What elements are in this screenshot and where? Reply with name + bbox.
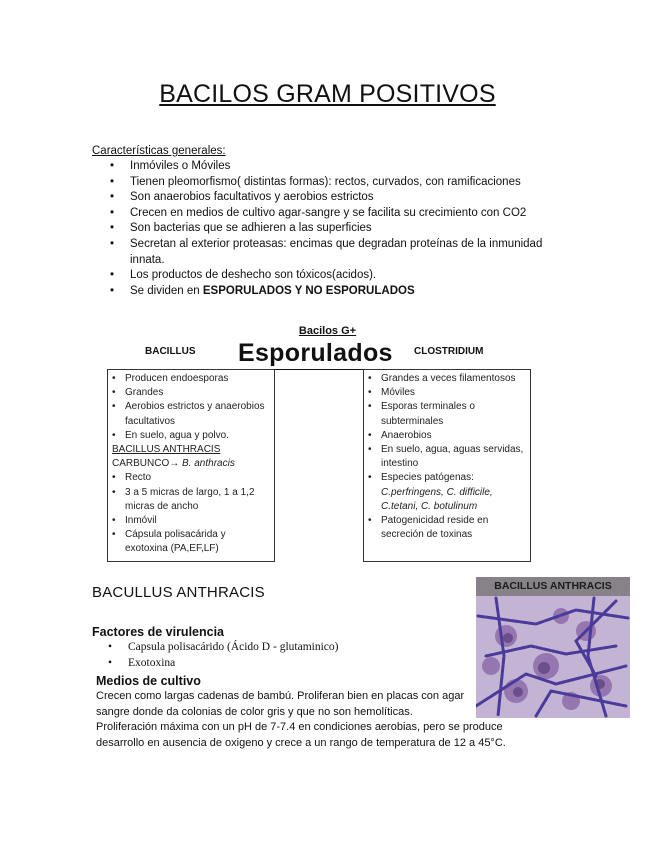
list-item-text: Se dividen en [130,284,203,297]
list-item: • Patogenicidad reside en secreción de toxinas [368,514,526,542]
bacillus-header: BACILLUS [145,346,196,357]
medios-paragraph: Crecen como largas cadenas de bambú. Proliferan bien en placas con agar sangre donde da colonias de color gris y que no son hemolíticas. [96,690,465,718]
list-item: • Aerobios estrictos y anaerobios facultativos [112,400,270,428]
list-item: • Recto [112,471,270,485]
carbunco-species: B. anthracis [182,458,235,470]
list-item: • Grandes a veces filamentosos [368,372,526,386]
factores-heading: Factores de virulencia [92,625,225,639]
list-item: • Tienen pleomorfismo( distintas formas): rectos, curvados, con ramificaciones [110,175,560,191]
list-item: • Inmóviles o Móviles [110,159,560,175]
list-item: • En suelo, agua, aguas servidas, intestino [368,443,526,471]
proliferacion-paragraph: Proliferación máxima con un pH de 7-7.4 en condiciones aerobias, pero se produce desarrollo en ausencia de oxigeno y crece a un rango de temperatura de 12 a 45°C. [96,721,506,749]
clostridium-box [363,369,531,562]
list-item: • Esporas terminales o subterminales [368,400,526,428]
list-item: • Son bacterias que se adhieren a las superficies [110,221,560,237]
micrograph-image [476,577,630,718]
esporulados-label: Esporulados [236,338,395,370]
anthracis-subheading: BACILLUS ANTHRACIS [112,444,221,456]
list-item: • Crecen en medios de cultivo agar-sangre y se facilita su crecimiento con CO2 [110,206,560,222]
page-title: BACILOS GRAM POSITIVOS [159,80,496,108]
micrograph-label: BACILLUS ANTHRACIS [476,577,630,596]
carbunco-prefix: CARBUNCO→ [112,458,183,470]
factores-list [108,640,338,671]
general-heading: Características generales: [92,145,226,157]
list-item: • Capsula polisacárido (Ácido D - glutaminico) [108,640,338,656]
pathogens-species: C.perfringens, C. difficile, C.tetani, C. botulinum [381,486,493,512]
list-item: • En suelo, agua y polvo. [112,429,270,443]
carbunco-line [112,457,270,471]
list-item: • Grandes [112,386,270,400]
list-item: • Son anaerobios facultativos y aerobios estrictos [110,190,560,206]
list-item: • Producen endoesporas [112,372,270,386]
list-item: • Inmóvil [112,514,270,528]
micrograph-drawing [476,596,630,718]
list-item: • Anaerobios [368,429,526,443]
list-item: • Secretan al exterior proteasas: encimas que degradan proteínas de la inmunidad innata. [110,237,560,268]
bacillus-box [107,369,275,562]
list-item: • Exotoxina [108,656,338,672]
list-item: • Los productos de deshecho son tóxicos(acidos). [110,268,560,284]
pathogens-label: Especies patógenas: [381,472,474,484]
bacilos-heading: Bacilos G+ [298,325,357,337]
list-item: • Móviles [368,386,526,400]
list-item: • 3 a 5 micras de largo, 1 a 1,2 micras de ancho [112,486,270,514]
list-item: • Cápsula polisacárida y exotoxina (PA,EF,LF) [112,528,270,556]
list-item-bold: ESPORULADOS Y NO ESPORULADOS [202,284,415,297]
anthracis-heading: BACULLUS ANTHRACIS [92,584,265,601]
list-item [110,284,560,300]
clostridium-header: CLOSTRIDIUM [414,346,484,357]
list-item [368,471,526,514]
medios-heading: Medios de cultivo [96,674,201,688]
clostridium-list [364,370,530,542]
general-list [110,159,560,299]
bacillus-list [108,370,274,557]
